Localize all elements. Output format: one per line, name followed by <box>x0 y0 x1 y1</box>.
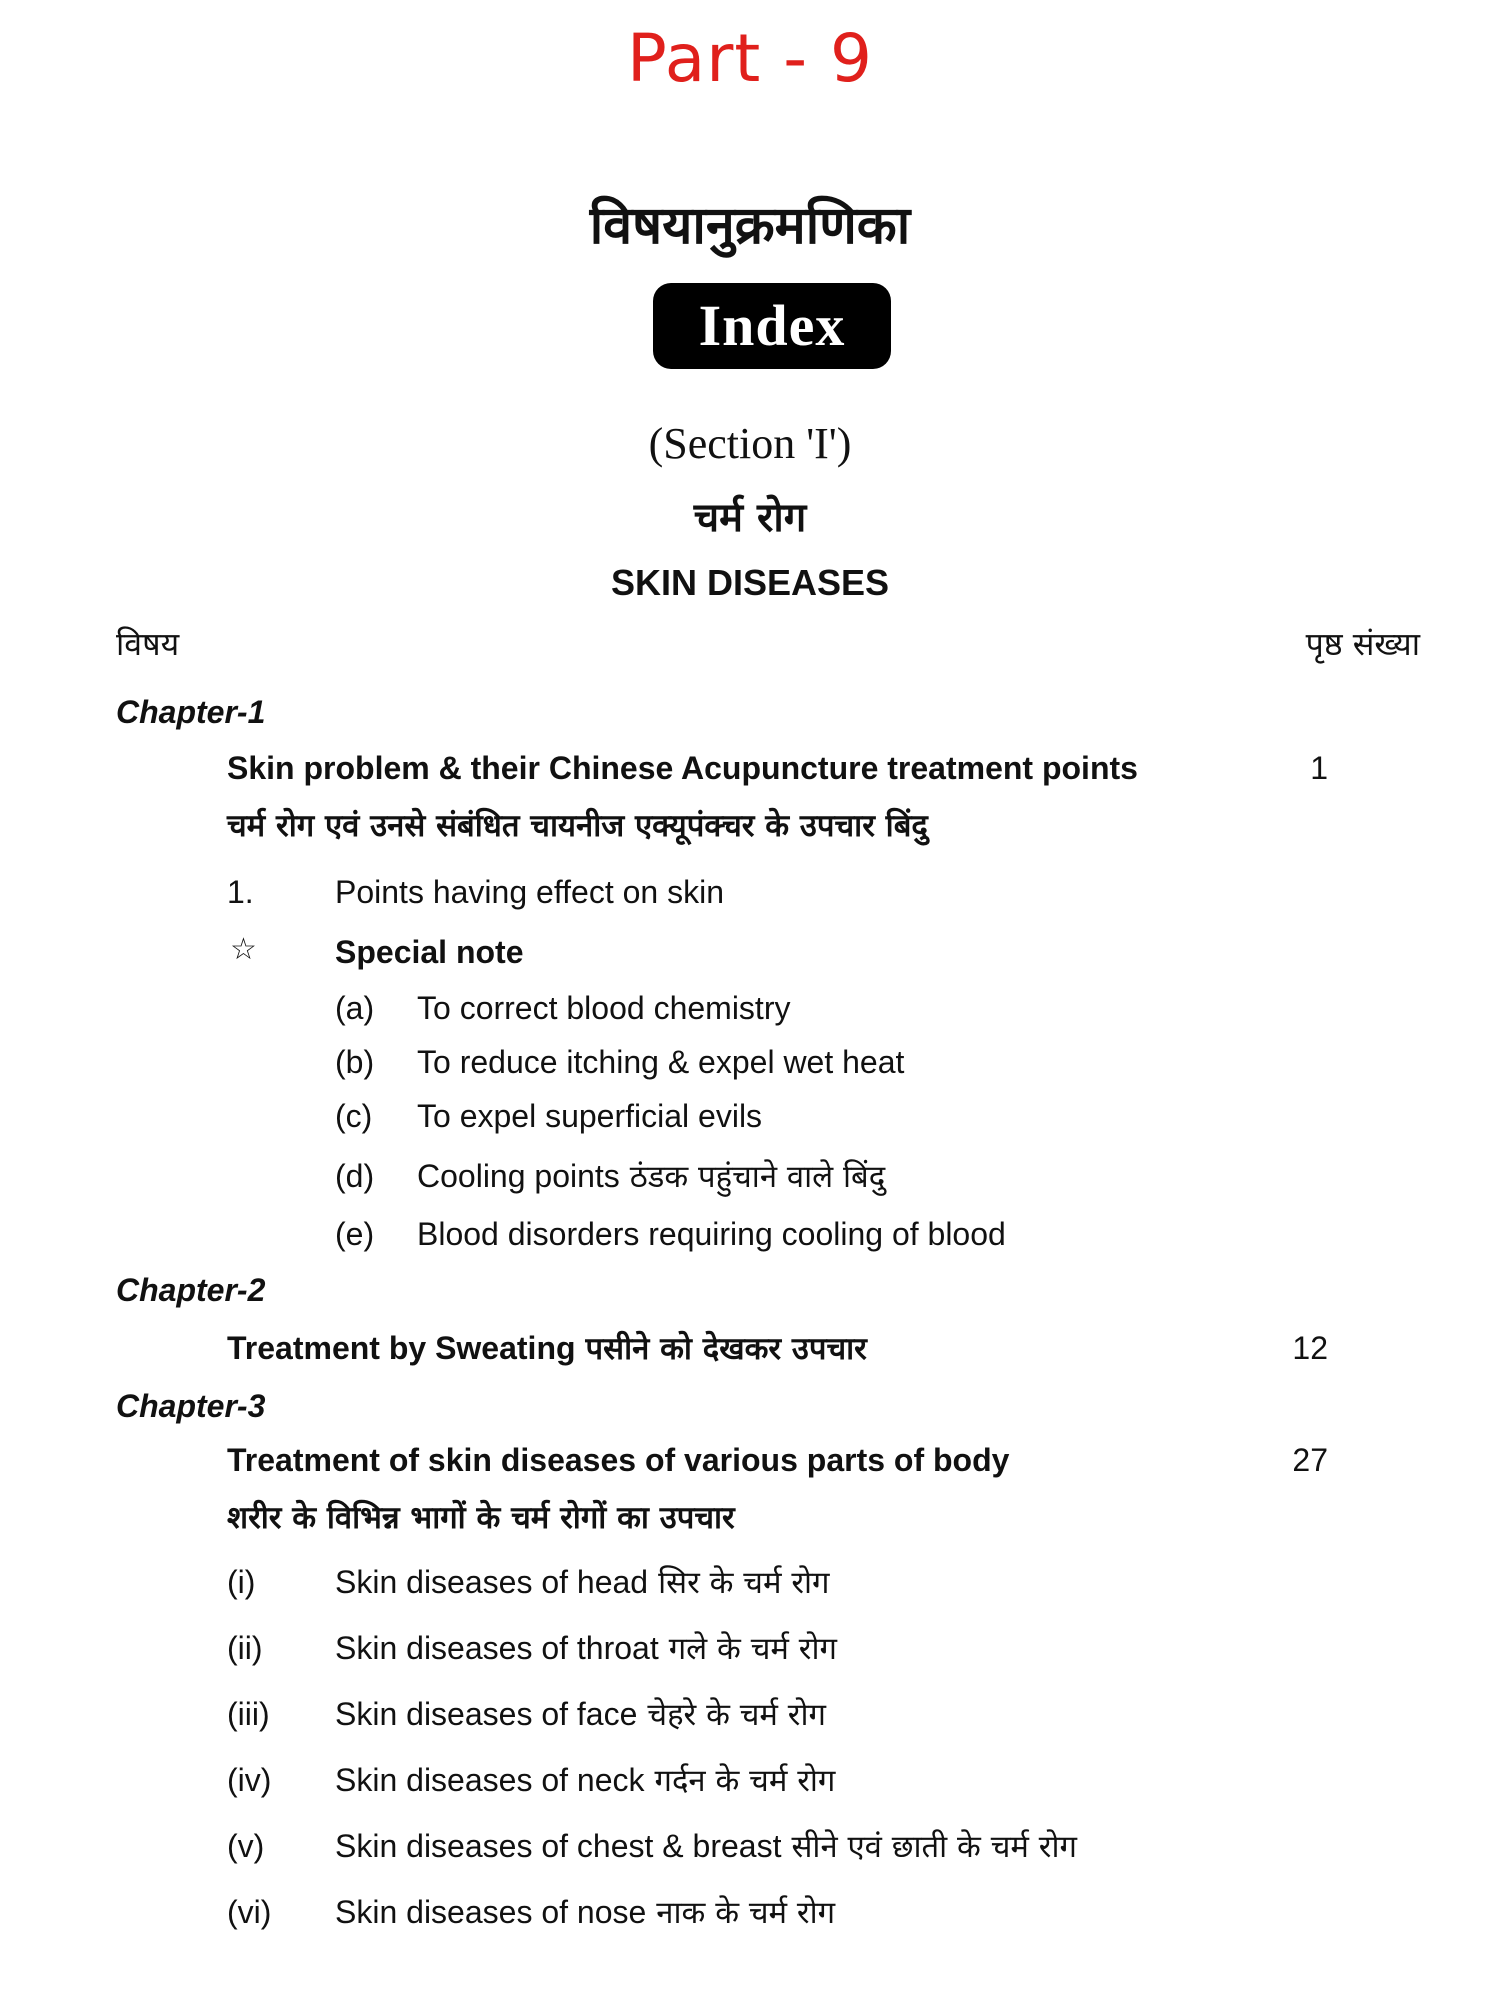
chapter-2-label: Chapter-2 <box>116 1272 266 1308</box>
list-item-marker: (v) <box>227 1828 265 1864</box>
list-item-hindi: नाक के चर्म रोग <box>656 1895 836 1931</box>
list-item-marker: (iv) <box>227 1762 272 1798</box>
star-icon: ☆ <box>230 933 257 966</box>
sub-item-marker: (a) <box>335 990 375 1026</box>
chapter-1-page-number: 1 <box>1310 750 1328 786</box>
list-item-marker: (i) <box>227 1564 256 1600</box>
list-item-marker: (ii) <box>227 1630 263 1666</box>
list-item-marker: (iii) <box>227 1696 270 1732</box>
part-title: Part - 9 <box>626 20 874 97</box>
list-item-hindi: सिर के चर्म रोग <box>658 1565 830 1601</box>
sub-item-text: To reduce itching & expel wet heat <box>417 1044 905 1080</box>
sub-item-english: Cooling points <box>417 1158 620 1194</box>
chapter-1-title: Skin problem & their Chinese Acupuncture treatment points <box>227 750 1138 786</box>
page-number-column-header: पृष्ठ संख्या <box>1305 625 1420 663</box>
chapter-2-page-number: 12 <box>1292 1330 1328 1366</box>
sub-item-marker: (b) <box>335 1044 375 1080</box>
list-item-english: Skin diseases of head <box>335 1564 649 1600</box>
hindi-index-title: विषयानुक्रमणिका <box>589 196 911 256</box>
sub-item-marker: (c) <box>335 1098 373 1134</box>
sub-item-text: To expel superficial evils <box>417 1098 763 1134</box>
special-note-heading: Special note <box>335 934 524 970</box>
list-item-english: Skin diseases of chest & breast <box>335 1828 782 1864</box>
sub-item-marker: (e) <box>335 1216 375 1252</box>
sub-item-marker: (d) <box>335 1158 375 1194</box>
sub-item-hindi: ठंडक पहुंचाने वाले बिंदु <box>629 1159 886 1195</box>
list-item-hindi: चेहरे के चर्म रोग <box>647 1697 826 1733</box>
chapter-2-title-english: Treatment by Sweating <box>227 1330 576 1366</box>
list-item-marker: (vi) <box>227 1894 272 1930</box>
list-item-marker: 1. <box>227 874 254 910</box>
list-item-hindi: सीने एवं छाती के चर्म रोग <box>791 1829 1077 1865</box>
list-item-english: Skin diseases of nose <box>335 1894 647 1930</box>
list-item-english: Skin diseases of neck <box>335 1762 645 1798</box>
index-badge: Index <box>653 283 891 369</box>
chapter-1-hindi-title: चर्म रोग एवं उनसे संबंधित चायनीज एक्यूपंक्चर के उपचार बिंदु <box>227 808 928 844</box>
chapter-1-label: Chapter-1 <box>116 694 266 730</box>
sub-item-text <box>417 1156 885 1197</box>
list-item-text <box>335 1826 1077 1867</box>
list-item-text <box>335 1892 835 1933</box>
chapter-3-page-number: 27 <box>1292 1442 1328 1478</box>
chapter-3-title: Treatment of skin diseases of various parts of body <box>227 1442 1010 1478</box>
chapter-2-title <box>227 1328 867 1369</box>
section-title-hindi: चर्म रोग <box>693 495 807 541</box>
list-item-text: Points having effect on skin <box>335 874 724 910</box>
section-title-english: SKIN DISEASES <box>610 562 890 603</box>
subject-column-header: विषय <box>116 625 180 663</box>
chapter-3-hindi-title: शरीर के विभिन्न भागों के चर्म रोगों का उपचार <box>227 1500 735 1536</box>
list-item-text <box>335 1760 835 1801</box>
section-label: (Section 'I') <box>648 419 852 468</box>
list-item-english: Skin diseases of throat <box>335 1630 659 1666</box>
chapter-3-label: Chapter-3 <box>116 1388 266 1424</box>
sub-item-text: To correct blood chemistry <box>417 990 791 1026</box>
sub-item-text: Blood disorders requiring cooling of blood <box>417 1216 1006 1252</box>
list-item-hindi: गले के चर्म रोग <box>668 1631 837 1667</box>
list-item-text <box>335 1694 826 1735</box>
list-item-hindi: गर्दन के चर्म रोग <box>654 1763 836 1799</box>
list-item-text <box>335 1562 830 1603</box>
chapter-2-title-hindi: पसीने को देखकर उपचार <box>585 1331 867 1367</box>
list-item-english: Skin diseases of face <box>335 1696 638 1732</box>
list-item-text <box>335 1628 837 1669</box>
